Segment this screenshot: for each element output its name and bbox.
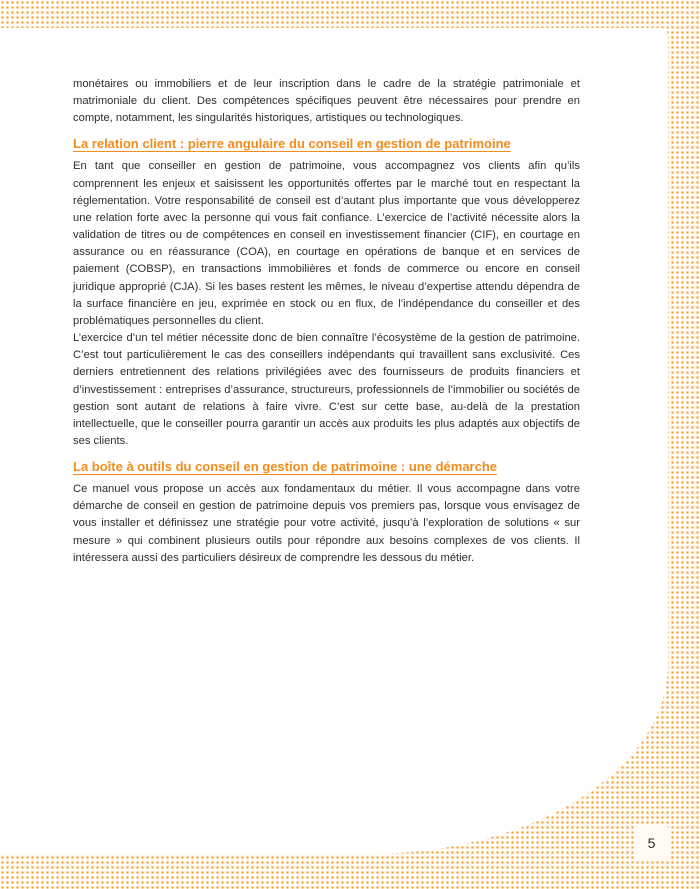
page-content: [73, 76, 580, 567]
section-heading-toolbox: La boîte à outils du conseil en gestion de patrimoine : une démarche: [73, 459, 498, 475]
toolbox-paragraph: Ce manuel vous propose un accès aux fondamentaux du métier. Il vous accompagne dans votre démarche de conseil en gestion de patrimoine depuis vos premiers pas, lorsque vous envisagez de vous installer et définissez une stratégie pour votre activité, jusqu’à l’exploration de solutions « sur mesure » qui combinent plusieurs outils pour répondre aux besoins complexes de vos clients. Il intéressera aussi des particuliers désireux de comprendre les dessous du métier.: [73, 483, 580, 564]
relation-paragraph-2: L’exercice d’un tel métier nécessite donc de bien connaître l’écosystème de la gestion de patrimoine. C’est tout particulièrement le cas des conseillers indépendants qui travaillent sans exclusivité. Ces derniers entretiennent des relations privilégiées avec des fournisseurs de produits financiers et d’investissement : entreprises d’assurance, structureurs, professionnels de l’immobilier ou sociétés de gestion sont autant de relations à faire vivre. C’est sur cette base, au-delà de la prestation intellectuelle, que le conseiller pourra garantir un accès aux produits les plus adaptés aux objectifs de ses clients.: [73, 332, 580, 447]
relation-paragraph-1: En tant que conseiller en gestion de patrimoine, vous accompagnez vos clients afin qu’ils comprennent les enjeux et saisissent les opportunités offertes par le marché tout en respectant la réglementation. Votre responsabilité de conseil est d’autant plus importante que vous développerez une relation forte avec la personne qui vous fait confiance. L’exercice de l’activité nécessite alors la validation de titres ou de compétences en conseil en investissement financier (CIF), en courtage en assurance ou en réassurance (COA), en courtage en opérations de banque et en services de paiement (COBSP), en transactions immobilières et fonds de commerce ou encore en conseil juridique approprié (CJA). Si les bases restent les mêmes, le niveau d’expertise attendu dépendra de la surface financière en jeu, exprimée en stock ou en flux, de l’indépendance du conseiller et des problématiques personnelles du client.: [73, 160, 580, 327]
page-number-label: 5: [647, 835, 656, 851]
intro-paragraph: monétaires ou immobiliers et de leur inscription dans le cadre de la stratégie patrimoniale et matrimoniale du client. Des compétences spécifiques peuvent être nécessaires pour prendre en compte, notamment, les singularités historiques, artistiques ou technologiques.: [73, 78, 580, 125]
page-number: [634, 826, 669, 860]
section-heading-relation-client: La relation client : pierre angulaire du conseil en gestion de patrimoine: [73, 136, 511, 152]
